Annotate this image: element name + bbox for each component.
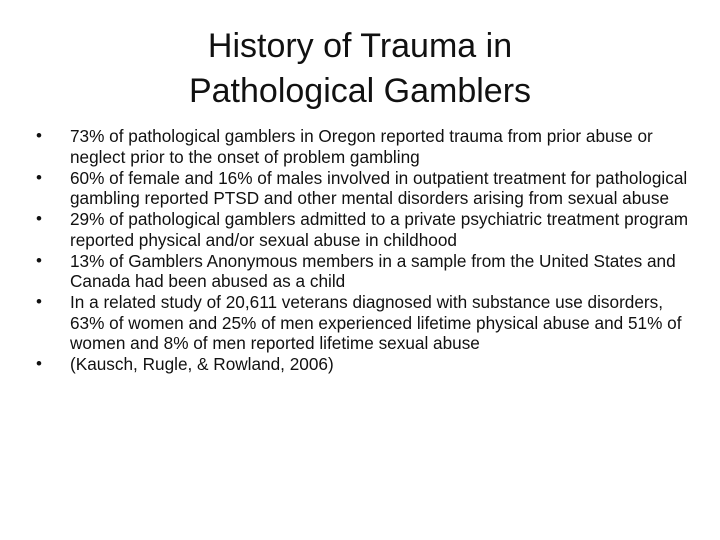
bullet-dot-icon: •: [36, 209, 42, 228]
bullet-text: 60% of female and 16% of males involved in outpatient treatment for pathological gambling reported PTSD and other mental disorders arising from sexual abuse: [70, 167, 688, 208]
bullet-item-citation: [36, 354, 696, 375]
bullet-dot-icon: •: [36, 354, 42, 373]
bullet-item-psychiatric-program: [36, 209, 696, 250]
bullet-dot-icon: •: [36, 126, 42, 145]
bullet-dot-icon: •: [36, 292, 42, 311]
bullet-text: (Kausch, Rugle, & Rowland, 2006): [70, 354, 334, 374]
bullet-text: 13% of Gamblers Anonymous members in a sample from the United States and Canada had been abused as a child: [70, 250, 676, 291]
bullet-text: In a related study of 20,611 veterans diagnosed with substance use disorders, 63% of women and 25% of men experienced lifetime physical abuse and 51% of women and 8% of men reported lifetime sexual abuse: [70, 292, 682, 353]
bullet-dot-icon: •: [36, 250, 42, 270]
bullet-text: 29% of pathological gamblers admitted to a private psychiatric treatment program reported physical and/or sexual abuse in childhood: [70, 209, 689, 250]
slide-title-line-2: Pathological Gamblers: [188, 72, 532, 110]
bullet-item-oregon-trauma: [36, 126, 696, 167]
bullet-item-veterans-study: [36, 292, 696, 354]
bullet-item-outpatient-ptsd: [36, 168, 696, 209]
bullet-item-gamblers-anonymous: [36, 251, 696, 292]
slide-title-line-1: History of Trauma in: [207, 27, 513, 65]
slide-title: [60, 24, 660, 114]
bullet-dot-icon: •: [36, 167, 42, 187]
bullet-list: [36, 126, 696, 375]
bullet-text: 73% of pathological gamblers in Oregon reported trauma from prior abuse or neglect prior to the onset of problem gambling: [70, 126, 653, 167]
